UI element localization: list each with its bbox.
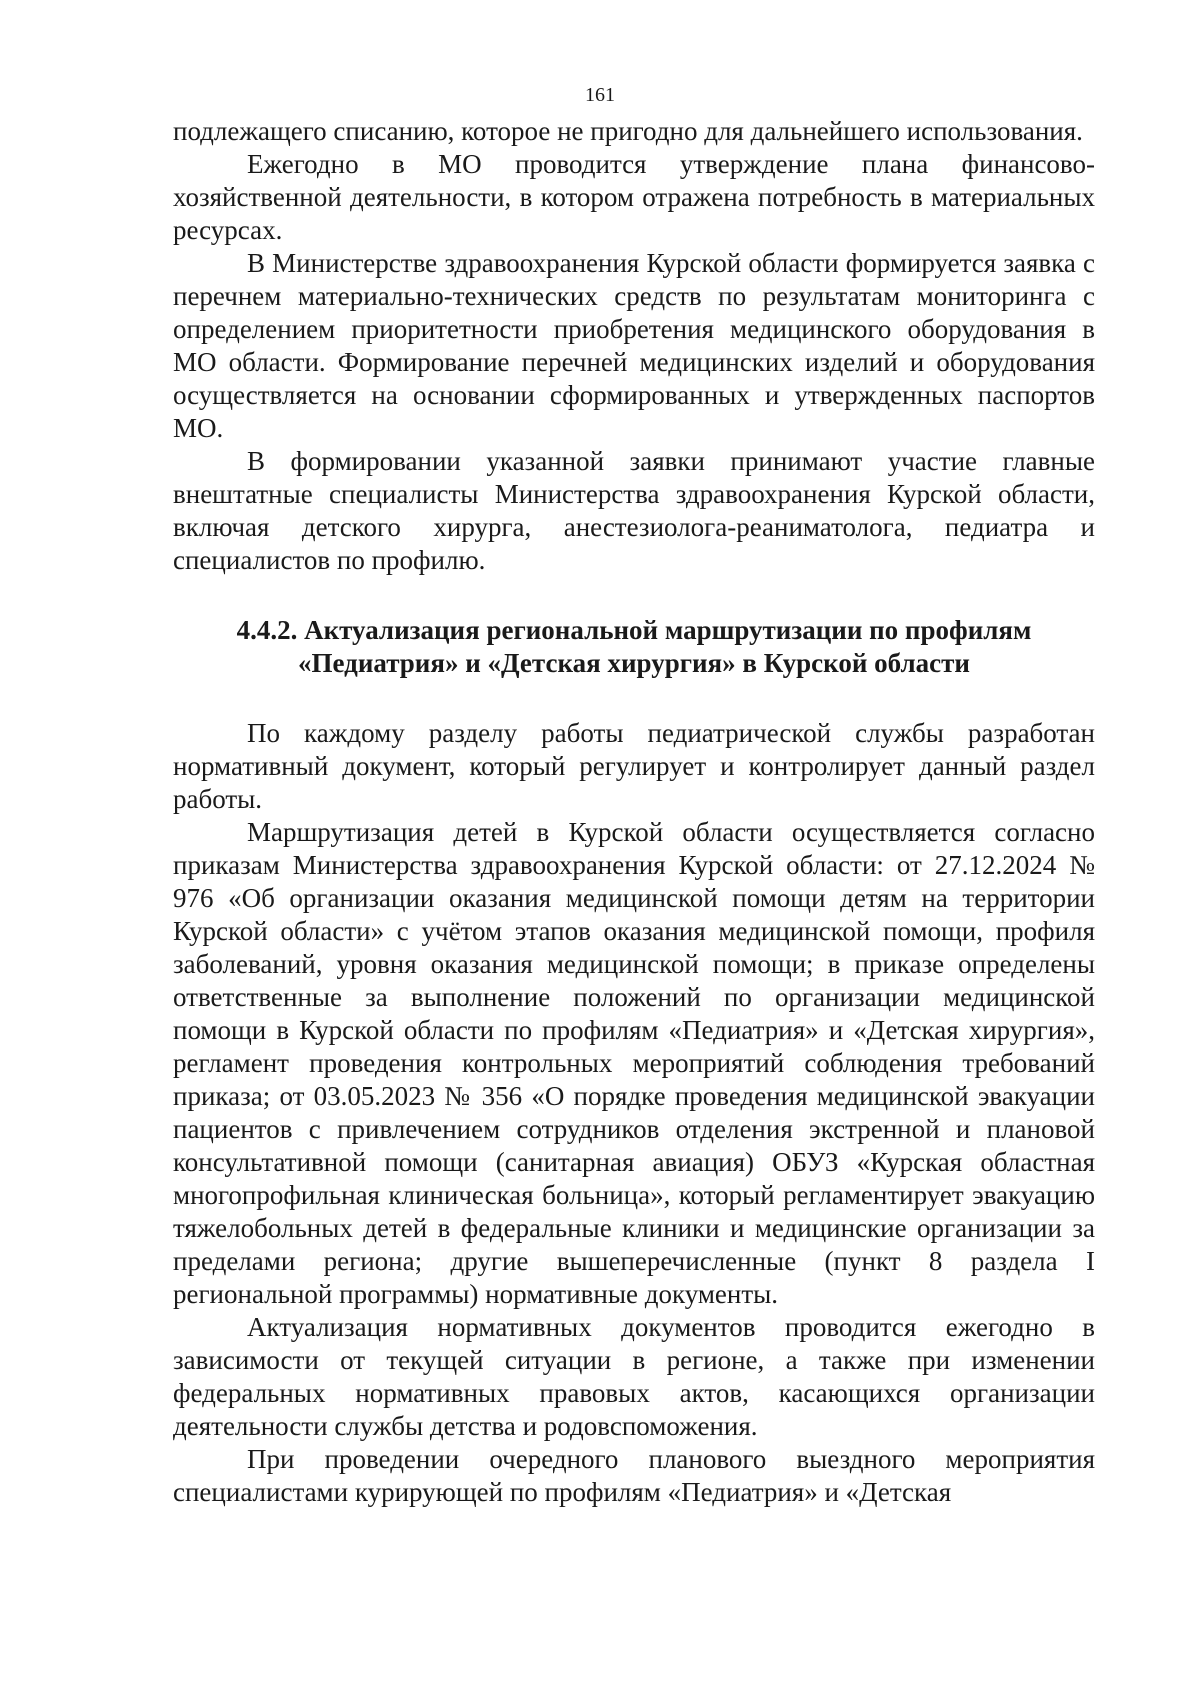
page-number: 161 (585, 84, 615, 106)
paragraph: подлежащего списанию, которое не пригодно для дальнейшего использования. (173, 116, 1083, 146)
document-body (173, 115, 1095, 1509)
section-heading-line-1: 4.4.2. Актуализация региональной маршрутизации по профилям (236, 615, 1032, 645)
paragraph: Актуализация нормативных документов проводится ежегодно в зависимости от текущей ситуации в регионе, а также при изменении федеральных нормативных правовых актов, касающихся организации деятельности службы детства и родовспоможения. (173, 1312, 1095, 1441)
paragraph: По каждому разделу работы педиатрической службы разработан нормативный документ, который регулирует и контролирует данный раздел работы. (173, 718, 1095, 814)
paragraph: В Министерстве здравоохранения Курской области формируется заявка с перечнем материально-технических средств по результатам мониторинга с определением приоритетности приобретения медицинского оборудования в МО области. Формирование перечней медицинских изделий и оборудования осуществляется на основании сформированных и утвержденных паспортов МО. (173, 248, 1095, 443)
paragraph: При проведении очередного планового выездного мероприятия специалистами курирующей по профилям «Педиатрия» и «Детская (173, 1444, 1095, 1507)
section-heading-line-2: «Педиатрия» и «Детская хирургия» в Курской области (298, 648, 970, 678)
paragraph: Маршрутизация детей в Курской области осуществляется согласно приказам Министерства здравоохранения Курской области: от 27.12.2024 № 976 «Об организации оказания медицинской помощи детям на территории Курской области» с учётом этапов оказания медицинской помощи, профиля заболеваний, уровня оказания медицинской помощи; в приказе определены ответственные за выполнение положений по организации медицинской помощи в Курской области по профилям «Педиатрия» и «Детская хирургия», регламент проведения контрольных мероприятий соблюдения требований приказа; от 03.05.2023 № 356 «О порядке проведения медицинской эвакуации пациентов с привлечением сотрудников отделения экстренной и плановой консультативной помощи (санитарная авиация) ОБУЗ «Курская областная многопрофильная клиническая больница», который регламентирует эвакуацию тяжелобольных детей в федеральные клиники и медицинские организации за пределами региона; другие вышеперечисленные (пункт 8 раздела I региональной программы) нормативные документы. (173, 817, 1095, 1309)
section-heading (173, 614, 1095, 680)
paragraph: В формировании указанной заявки принимают участие главные внештатные специалисты Министерства здравоохранения Курской области, включая детского хирурга, анестезиолога-реаниматолога, педиатра и специалистов по профилю. (173, 446, 1095, 575)
paragraph: Ежегодно в МО проводится утверждение плана финансово-хозяйственной деятельности, в котором отражена потребность в материальных ресурсах. (173, 149, 1095, 245)
